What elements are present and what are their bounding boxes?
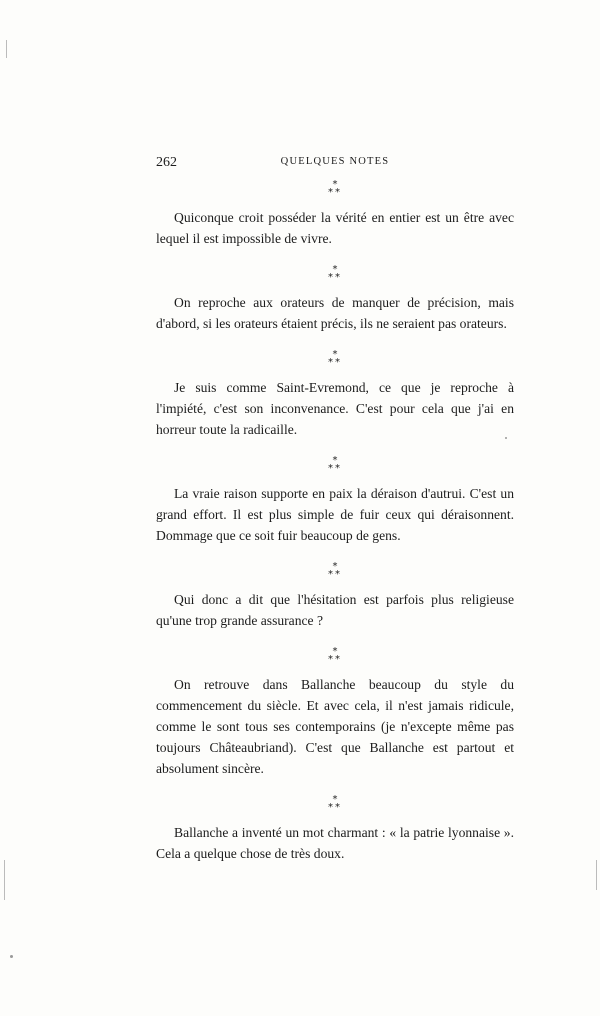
aphorism-entry: Ballanche a inventé un mot charmant : « la patrie lyonnaise ». Cela a quelque chose de très doux. xyxy=(156,825,514,861)
asterism-separator: * ** xyxy=(328,179,342,198)
aphorism-entry: Qui donc a dit que l'hésitation est parfois plus religieuse qu'une trop grande assurance ? xyxy=(156,592,514,628)
aphorism-entry: Quiconque croit posséder la vérité en entier est un être avec lequel il est impossible de vivre. xyxy=(156,210,514,246)
aphorism-entry: On retrouve dans Ballanche beaucoup du style du commencement du siècle. Et avec cela, il n'est jamais ridicule, comme le sont tous ses contemporains (je n'excepte même pas toujours Châteaubriand). C'est que Ballanche est partout et absolument sincère. xyxy=(156,677,514,776)
page-edge-mark xyxy=(4,860,5,900)
asterism-separator: * ** xyxy=(328,794,342,813)
running-title: QUELQUES NOTES xyxy=(280,156,390,167)
page-edge-mark xyxy=(596,860,597,890)
paper-speck xyxy=(10,955,13,958)
aphorism-entry: Je suis comme Saint-Evremond, ce que je reproche à l'impiété, c'est son inconvenance. C'est pour cela que j'ai en horreur toute la radicaille. xyxy=(156,380,514,437)
asterism-separator: * ** xyxy=(328,455,342,474)
asterism-separator: * ** xyxy=(328,264,342,283)
page-edge-mark xyxy=(6,40,7,58)
running-head xyxy=(156,155,514,177)
aphorism-entry: On reproche aux orateurs de manquer de précision, mais d'abord, si les orateurs étaient précis, ils ne seraient pas orateurs. xyxy=(156,295,514,331)
page-number: 262 xyxy=(156,155,177,170)
aphorism-entry: La vraie raison supporte en paix la déraison d'autrui. C'est un grand effort. Il est plus simple de fuir ceux qui déraisonnent. Dommage que ce soit fuir beaucoup de gens. xyxy=(156,486,514,543)
book-page xyxy=(156,155,514,881)
asterism-separator: * ** xyxy=(328,349,342,368)
asterism-separator: * ** xyxy=(328,646,342,665)
asterism-separator: * ** xyxy=(328,561,342,580)
